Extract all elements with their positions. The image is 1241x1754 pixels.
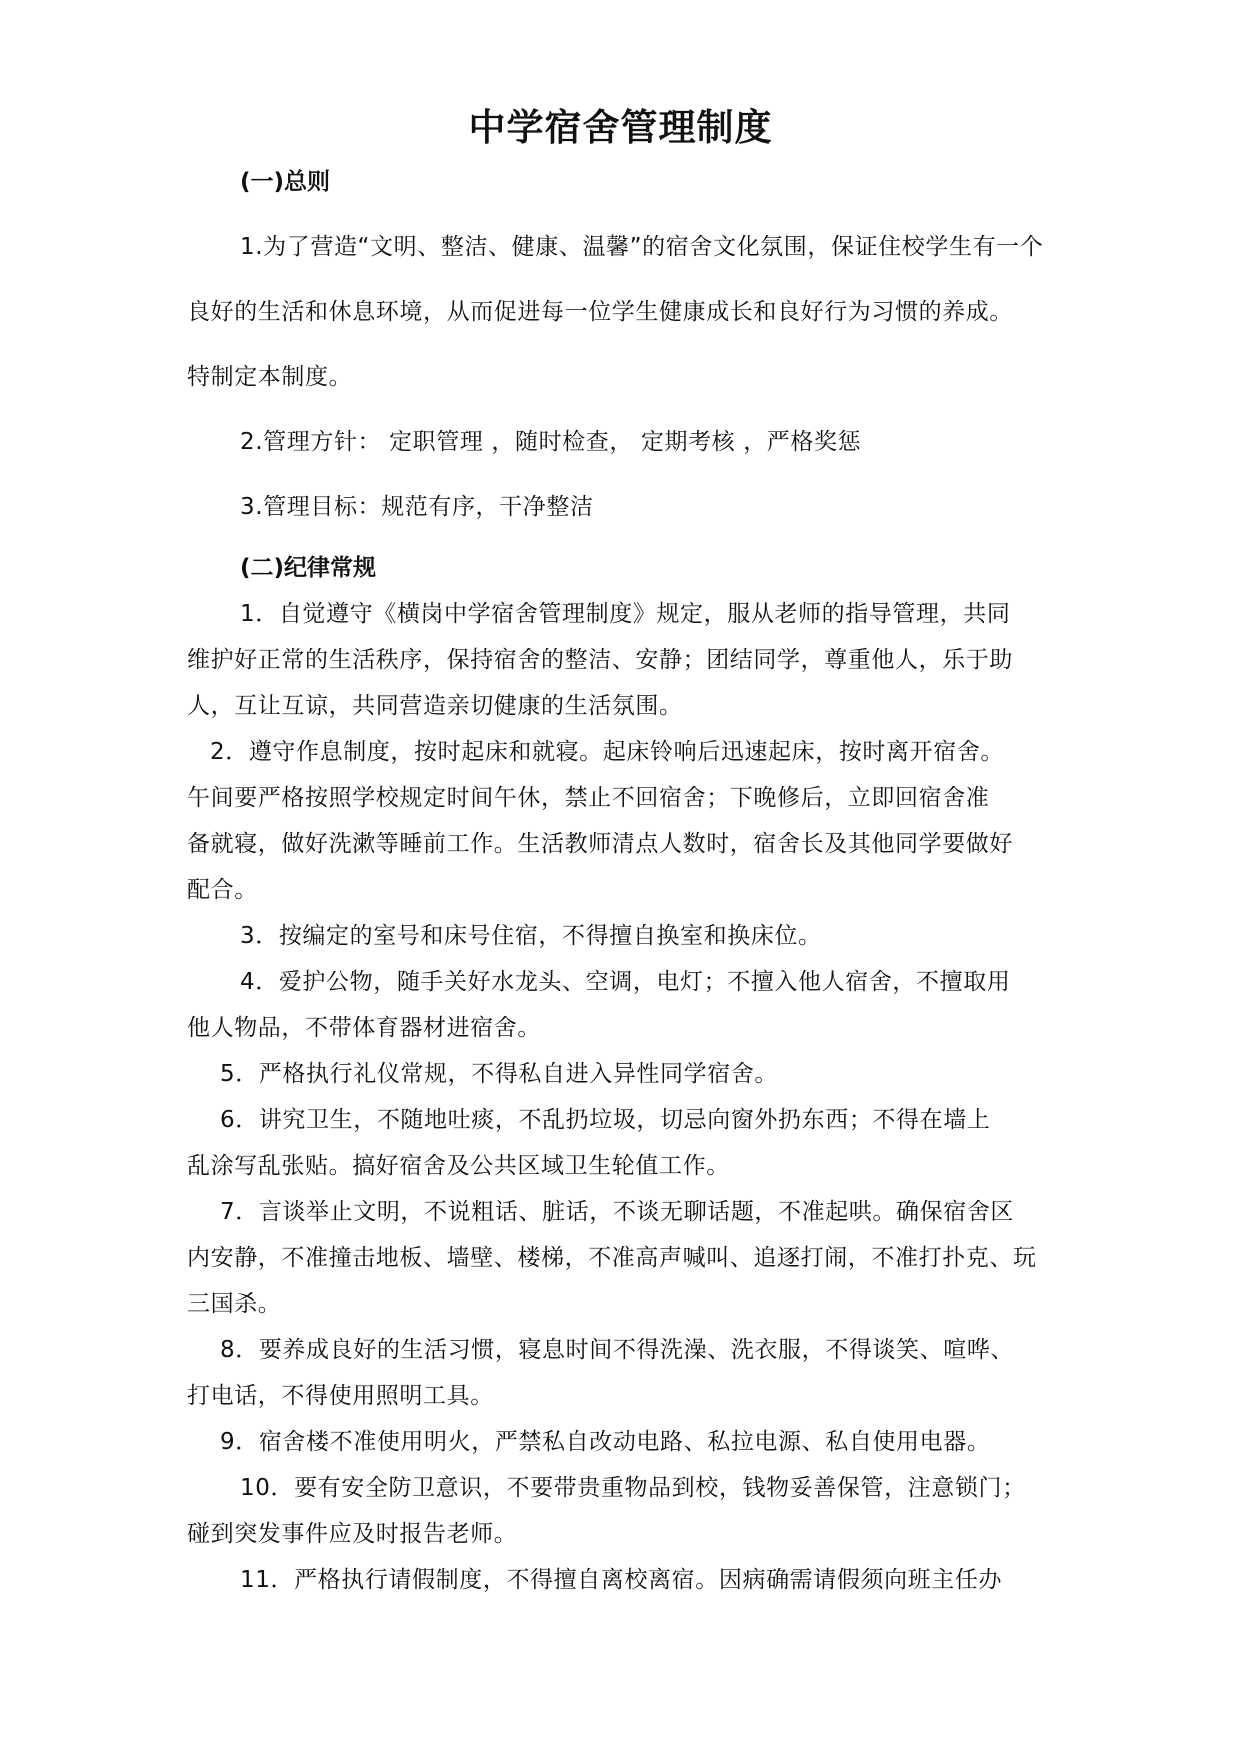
paragraph-line: 内安静，不准撞击地板、墙壁、楼梯，不准高声喊叫、追逐打闹，不准打扑克、玩 <box>187 1245 1037 1271</box>
paragraph-line: 打电话，不得使用照明工具。 <box>187 1383 494 1409</box>
paragraph-line: 2.管理方针： 定职管理 ，随时检查， 定期考核 ，严格奖惩 <box>240 429 862 455</box>
paragraph-line: 8．要养成良好的生活习惯，寝息时间不得洗澡、洗衣服，不得谈笑、喧哗、 <box>220 1337 1015 1363</box>
paragraph-line: 碰到突发事件应及时报告老师。 <box>187 1521 518 1547</box>
paragraph-line: 午间要严格按照学校规定时间午休，禁止不回宿舍；下晚修后，立即回宿舍准 <box>187 785 990 811</box>
paragraph-line: 人，互让互谅，共同营造亲切健康的生活氛围。 <box>187 693 683 719</box>
paragraph-line: 6．讲究卫生，不随地吐痰，不乱扔垃圾，切忌向窗外扔东西；不得在墙上 <box>220 1107 991 1133</box>
paragraph-line: 2．遵守作息制度，按时起床和就寝。起床铃响后迅速起床，按时离开宿舍。 <box>210 739 1005 765</box>
paragraph-line: 乱涂写乱张贴。搞好宿舍及公共区域卫生轮值工作。 <box>187 1153 730 1179</box>
section-heading-discipline: (二)纪律常规 <box>240 555 377 581</box>
paragraph-line: 3.管理目标：规范有序，干净整洁 <box>240 494 594 520</box>
paragraph-line: 11．严格执行请假制度，不得擅自离校离宿。因病确需请假须向班主任办 <box>240 1567 1003 1593</box>
paragraph-line: 特制定本制度。 <box>187 364 353 390</box>
paragraph-line: 配合。 <box>187 877 258 903</box>
paragraph-line: 10．要有安全防卫意识，不要带贵重物品到校，钱物妥善保管，注意锁门； <box>240 1475 1026 1501</box>
paragraph-line: 三国杀。 <box>187 1291 282 1317</box>
paragraph-line: 5．严格执行礼仪常规，不得私自进入异性同学宿舍。 <box>220 1061 779 1087</box>
paragraph-line: 4．爱护公物，随手关好水龙头、空调，电灯；不擅入他人宿舍，不擅取用 <box>240 969 1011 995</box>
paragraph-line: 1.为了营造“文明、整洁、健康、温馨”的宿舍文化氛围，保证住校学生有一个 <box>240 234 1044 260</box>
paragraph-line: 良好的生活和休息环境，从而促进每一位学生健康成长和良好行为习惯的养成。 <box>187 299 1013 325</box>
paragraph-line: 3．按编定的室号和床号住宿，不得擅自换室和换床位。 <box>240 923 822 949</box>
section-heading-general: (一)总则 <box>240 169 331 195</box>
paragraph-line: 9．宿舍楼不准使用明火，严禁私自改动电路、私拉电源、私自使用电器。 <box>220 1429 991 1455</box>
paragraph-line: 7．言谈举止文明，不说粗话、脏话，不谈无聊话题，不准起哄。确保宿舍区 <box>220 1199 1015 1225</box>
paragraph-line: 他人物品，不带体育器材进宿舍。 <box>187 1015 541 1041</box>
paragraph-line: 维护好正常的生活秩序，保持宿舍的整洁、安静；团结同学，尊重他人，乐于助 <box>187 647 1013 673</box>
paragraph-line: 备就寝，做好洗漱等睡前工作。生活教师清点人数时，宿舍长及其他同学要做好 <box>187 831 1013 857</box>
paragraph-line: 1．自觉遵守《横岗中学宿舍管理制度》规定，服从老师的指导管理，共同 <box>240 601 1011 627</box>
document-title: 中学宿舍管理制度 <box>468 106 773 149</box>
